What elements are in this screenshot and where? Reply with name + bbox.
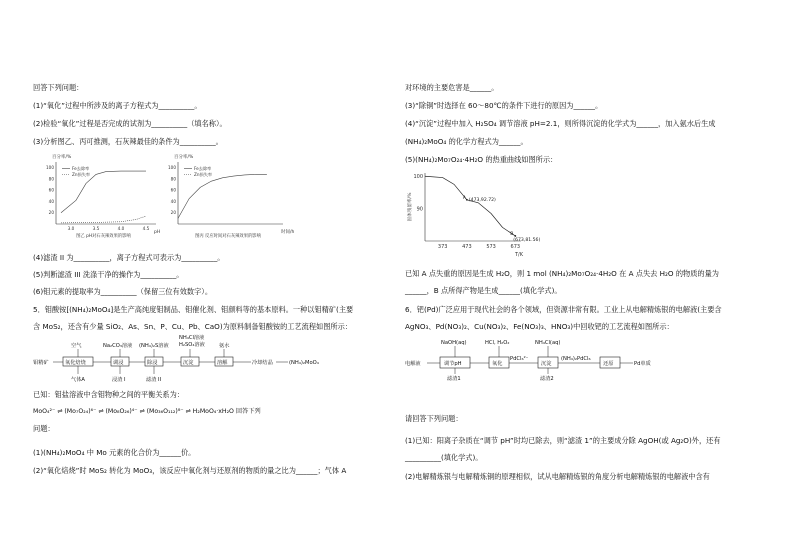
legend-label: Fe去除率 <box>194 166 212 171</box>
x-axis-label: 时间/h <box>281 230 295 235</box>
question-5: (5)判断滤渣 III 洗涤干净的操作为__________。 <box>33 270 184 279</box>
y-tick-label: 90 <box>416 206 423 213</box>
y-tick-label: 60 <box>48 187 54 193</box>
flow6-intermediate-2: (NH₄)₂PdCl₆ <box>561 356 591 362</box>
flow6-step-1 <box>440 357 470 368</box>
flow-product: (NH₄)₂MoO₄ <box>289 360 319 366</box>
point-b-label: B <box>510 231 514 237</box>
x-tick-label: 473 <box>462 244 472 250</box>
series-line-1 <box>178 174 267 218</box>
flow-reagent-4a: NH₄Cl溶液 <box>179 335 205 341</box>
question-1: (1)“氧化”过程中所涉及的离子方程式为__________。 <box>33 101 202 110</box>
legend-label: Zn损失率 <box>194 172 213 177</box>
p5-question-5: (5)(NH₄)₂Mo₇O₂₄·4H₂O 的热重曲线如图所示： <box>405 155 558 164</box>
chart-caption: 图乙 pH对石灰辣效果的影响 <box>76 234 131 239</box>
flow-step-2 <box>111 357 129 366</box>
y-axis-label: 百分率/% <box>52 155 72 160</box>
point-b-value: (673,81.56) <box>513 237 541 243</box>
flow6-step-2 <box>489 357 509 368</box>
p5-question-3: (3)“除铜”时选择在 60～80℃的条件下进行的原因为______。 <box>405 101 603 110</box>
flow-step-4 <box>181 357 199 366</box>
svg-text:沉淀: 沉淀 <box>541 361 552 367</box>
y-axis-label: 百分率/% <box>174 155 194 160</box>
chart-ph <box>38 148 163 246</box>
y-tick-label: 80 <box>48 176 54 182</box>
y-tick-label: 40 <box>48 198 54 204</box>
p5-question-5-line3: ______，B 点所得产物是生成______(填化学式)。 <box>405 286 562 295</box>
x-tick-label: 373 <box>437 244 448 250</box>
svg-text:氧化焙烧: 氧化焙烧 <box>65 360 86 366</box>
p5-question-5-line2: 已知 A 点失重的原因是生成 H₂O，则 1 mol (NH₄)₂Mo₇O₂₄·4H₂O 在 A 点失去 H₂O 的物质的量为 <box>405 269 719 278</box>
y-tick-label: 80 <box>170 176 176 182</box>
question-2: (2)检验“氧化”过程是否完成的试剂为__________（填名称）。 <box>33 119 227 128</box>
p6-question-1-cont: __________(填化学式)。 <box>405 453 483 462</box>
flow-end-step: 冷却结晶 <box>252 360 273 366</box>
y-tick-label: 20 <box>48 210 54 216</box>
svg-text:氧化: 氧化 <box>492 361 503 367</box>
flow-reagent-1: 空气 <box>71 343 82 349</box>
flow-reagent-3: (NH₄)₂S溶液 <box>139 343 169 349</box>
svg-text:调节pH: 调节pH <box>444 361 462 367</box>
p6-question-2: (2)电解精炼银与电解精炼铜的原理相似，试从电解精炼银的角度分析电解精炼银的电解液中含有 <box>405 472 710 481</box>
series-line-2 <box>61 216 146 223</box>
flow-output-3: 滤渣 II <box>146 377 162 383</box>
answer-prompt: 请回答下列问题： <box>405 414 463 423</box>
svg-text:调浸: 调浸 <box>113 360 124 366</box>
flow-start: 钼精矿 <box>33 360 49 366</box>
svg-text:溶解: 溶解 <box>217 360 228 366</box>
p5-question-2: (2)“氧化焙烧”时 MoS₂ 转化为 MoO₃，该反应中氧化剂与还原剂的物质的量之比为______；气体 A <box>33 466 347 475</box>
y-tick-label: 100 <box>168 165 176 171</box>
y-tick-label: 100 <box>46 165 54 171</box>
known-equilibrium-intro: 已知：钼盐溶液中含钼物种之间的平衡关系为： <box>33 390 184 399</box>
flow-reagent-5: 氨水 <box>219 343 230 349</box>
p5-question-4: (4)“沉淀”过程中加入 H₂SO₄ 调节溶液 pH=2.1，则所得沉淀的化学式为______，加入氨水后生成 <box>405 119 716 128</box>
svg-text:还原: 还原 <box>603 361 614 367</box>
flow6-product: Pd单质 <box>634 361 651 367</box>
p5-question-1: (1)(NH₄)₂MoO₄ 中 Mo 元素的化合价为______价。 <box>33 448 196 457</box>
problem-5-line2: 含 MoS₂，还含有少量 SiO₂、As、Sn、P、Cu、Pb、CaO)为原料制备钼酸铵的工艺流程如图所示： <box>33 322 352 331</box>
svg-text:沉淀: 沉淀 <box>183 360 194 366</box>
flowchart-palladium <box>405 332 705 382</box>
flow-reagent-2: Na₂CO₃溶液 <box>103 343 133 349</box>
flow6-start: 电解液 <box>405 361 421 367</box>
chart-caption: 图丙 反应时间对石灰辣效果的影响 <box>195 234 261 239</box>
legend-label: Fe去除率 <box>72 166 90 171</box>
point-a-value: (473,92.72) <box>468 197 496 203</box>
equilibrium-equation: MoO₄²⁻ ⇌ (Mo₇O₂₄)⁶⁻ ⇌ (Mo₈O₂₆)⁴⁻ ⇌ (Mo₃₆O₁₁₂)⁸⁻ ⇌ H₂MoO₄·xH₂O 回答下列 <box>33 408 261 415</box>
flow6-reagent-1: NaOH(aq) <box>441 340 467 346</box>
x-tick-label: 4.0 <box>117 226 125 231</box>
flow-step-5 <box>215 357 233 366</box>
question-3: (3)分析图乙、丙可推测，石灰辣最佳的条件为__________。 <box>33 137 223 146</box>
problem-6-line2: AgNO₃、Pd(NO₃)₂、Cu(NO₃)₂、Fe(NO₃)₃、HNO₃)中回收钯的工艺流程如图所示： <box>405 322 674 331</box>
flow-step-3 <box>145 357 163 366</box>
flow6-output-1: 滤渣1 <box>447 376 461 382</box>
point-a-label: A <box>462 195 467 201</box>
flow6-reagent-3: NH₄Cl(aq) <box>535 340 561 346</box>
flow6-step-3 <box>538 357 558 368</box>
tga-curve <box>425 176 515 236</box>
flow6-reagent-2: HCl, H₂O₂ <box>485 340 510 346</box>
x-tick-label: 3.0 <box>67 226 75 231</box>
svg-text:除浸: 除浸 <box>147 360 158 366</box>
y-tick-label: 100 <box>413 173 423 180</box>
x-axis-label: T/K <box>515 252 524 258</box>
y-tick-label: 20 <box>170 210 176 216</box>
x-tick-label: 573 <box>486 244 496 250</box>
y-tick-label: 40 <box>170 198 176 204</box>
right-column <box>397 0 794 560</box>
flowchart-molybdenum <box>33 334 363 386</box>
chart-time <box>160 148 300 246</box>
flow6-output-2: 滤渣2 <box>540 376 554 382</box>
flow-step-1 <box>63 357 93 366</box>
series-line-1 <box>61 171 146 213</box>
p5-question-4-cont: (NH₄)₂MoO₄ 的化学方程式为______。 <box>405 137 528 146</box>
question-4: (4)滤渣 II 为__________，离子方程式可表示为__________。 <box>33 253 225 262</box>
flow-output-2: 浸渣 I <box>112 377 126 383</box>
y-axis-label: 固体残留率/% <box>408 192 413 222</box>
flow6-step-4 <box>600 357 620 368</box>
legend-label: Zn损失率 <box>72 172 91 177</box>
x-axis-label: pH <box>154 230 161 235</box>
p5-question-2-cont: 对环境的主要危害是______。 <box>405 83 499 92</box>
x-tick-label: 3.5 <box>92 226 100 231</box>
p6-question-1: (1)已知：阳离子杂质在“调节 pH”时均已除去，则“滤渣 1”的主要成分除 AgOH(或 Ag₂O)外，还有 <box>405 436 721 445</box>
question-6: (6)钼元素的提取率为__________（保留三位有效数字）。 <box>33 287 213 296</box>
flow-output-1: 气体A <box>71 377 85 383</box>
chart-thermogravimetric <box>397 165 541 265</box>
problem-6-line1: 6．钯(Pd)广泛应用于现代社会的各个领域，但资源非常有限。工业上从电解精炼银的电解液(主要含 <box>405 305 722 314</box>
x-tick-label: 673 <box>510 244 521 250</box>
flow6-intermediate-1: PdCl₆²⁻ <box>510 356 529 362</box>
question-intro: 回答下列问题： <box>33 83 84 92</box>
flow-reagent-4b: H₂SO₄溶液 <box>179 342 205 348</box>
x-tick-label: 4.5 <box>142 226 150 231</box>
point-b <box>514 235 516 237</box>
y-tick-label: 60 <box>170 187 176 193</box>
question-label: 问题： <box>33 424 55 433</box>
point-a <box>466 199 468 201</box>
problem-5-line1: 5．钼酸铵[(NH₄)₂MoO₄]是生产高纯度钼制品、钼催化剂、钼颜料等的基本原料。一种以钼精矿(主要 <box>33 305 354 314</box>
